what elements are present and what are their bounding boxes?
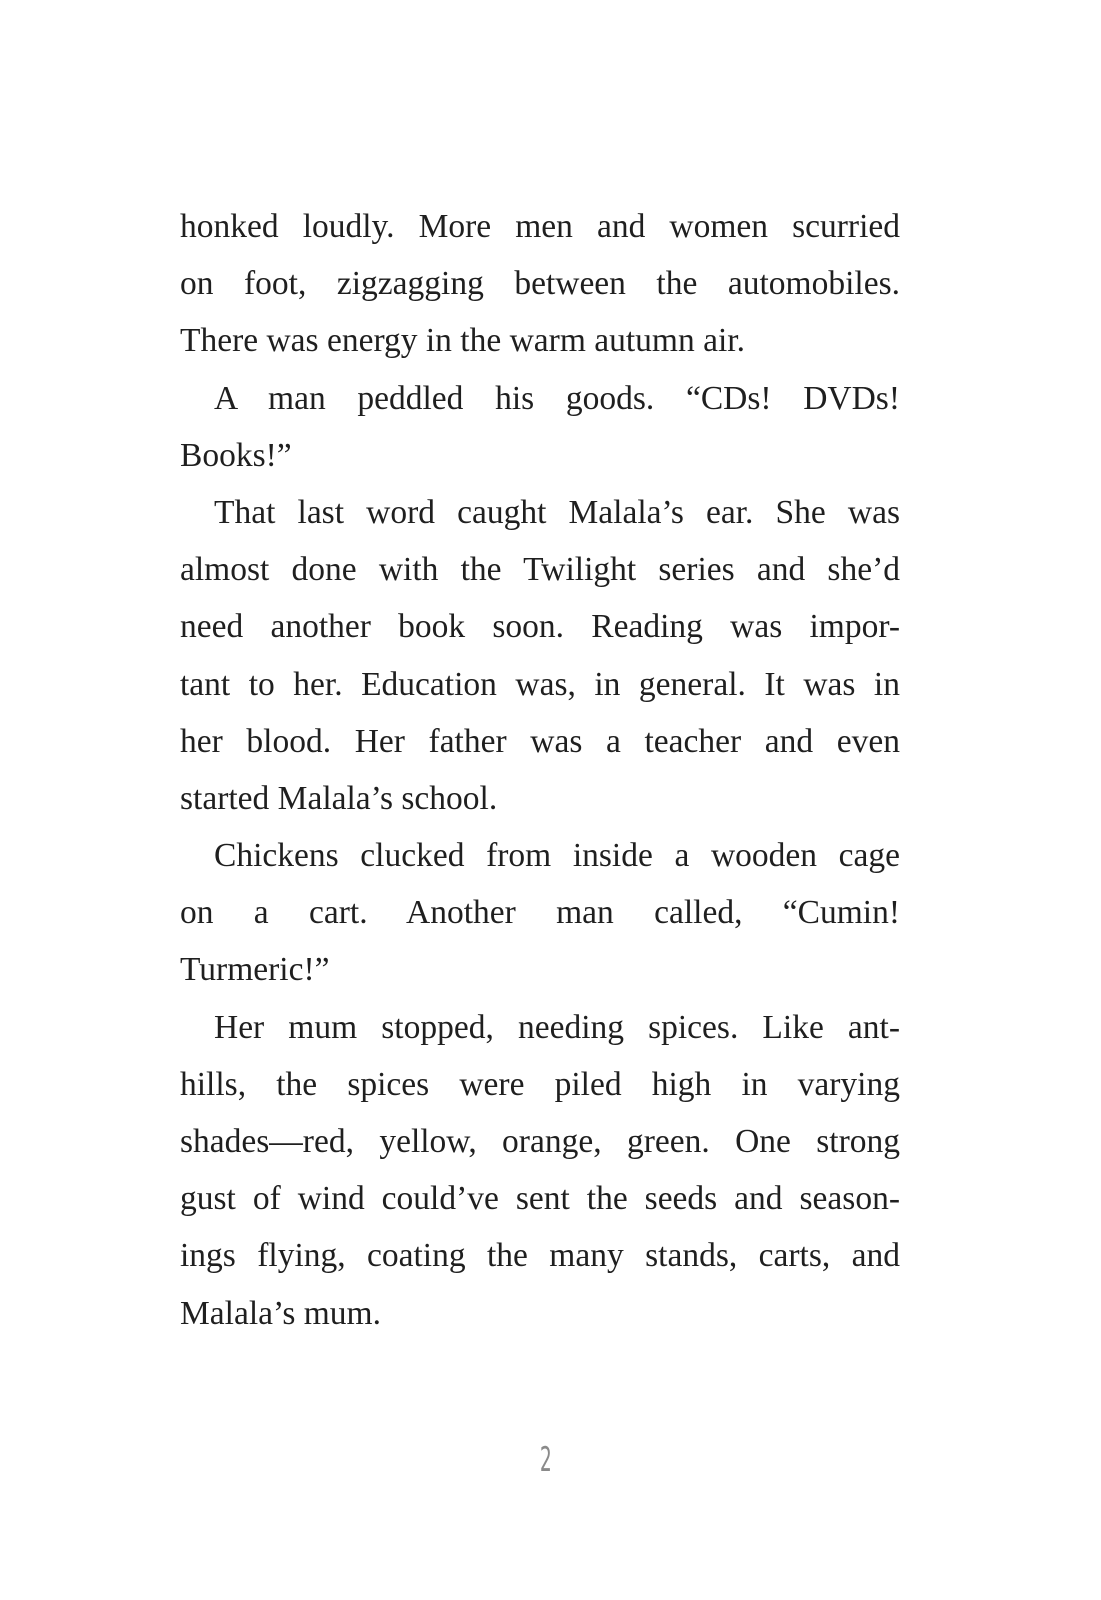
text-line: Her mum stopped, needing spices. Like ant- (214, 1008, 900, 1046)
text-line: Malala’s mum. (180, 1294, 381, 1332)
text-line: almost done with the Twilight series and she’d (180, 551, 900, 589)
text-line: Chickens clucked from inside a wooden cage (214, 837, 900, 875)
page-number: 2 (539, 1440, 552, 1480)
text-line: There was energy in the warm autumn air. (180, 322, 745, 360)
text-line: tant to her. Education was, in general. It was in (180, 665, 900, 703)
text-line: hills, the spices were piled high in varying (180, 1065, 900, 1103)
text-line: honked loudly. More men and women scurried (180, 208, 900, 245)
text-line: need another book soon. Reading was impor- (180, 608, 900, 646)
text-line: Turmeric!” (180, 951, 330, 989)
text-line: on a cart. Another man called, “Cumin! (180, 894, 900, 932)
text-line: That last word caught Malala’s ear. She was (214, 493, 900, 531)
text-line: shades—red, yellow, orange, green. One strong (180, 1123, 900, 1160)
text-line: Books!” (180, 436, 292, 474)
text-line: A man peddled his goods. “CDs! DVDs! (214, 379, 900, 417)
text-line: gust of wind could’ve sent the seeds and season- (180, 1180, 900, 1218)
body-text (180, 198, 900, 1342)
text-line: her blood. Her father was a teacher and even (180, 722, 900, 760)
text-line: started Malala’s school. (180, 779, 498, 817)
text-line: ings flying, coating the many stands, carts, and (180, 1237, 900, 1275)
text-line: on foot, zigzagging between the automobiles. (180, 265, 900, 303)
